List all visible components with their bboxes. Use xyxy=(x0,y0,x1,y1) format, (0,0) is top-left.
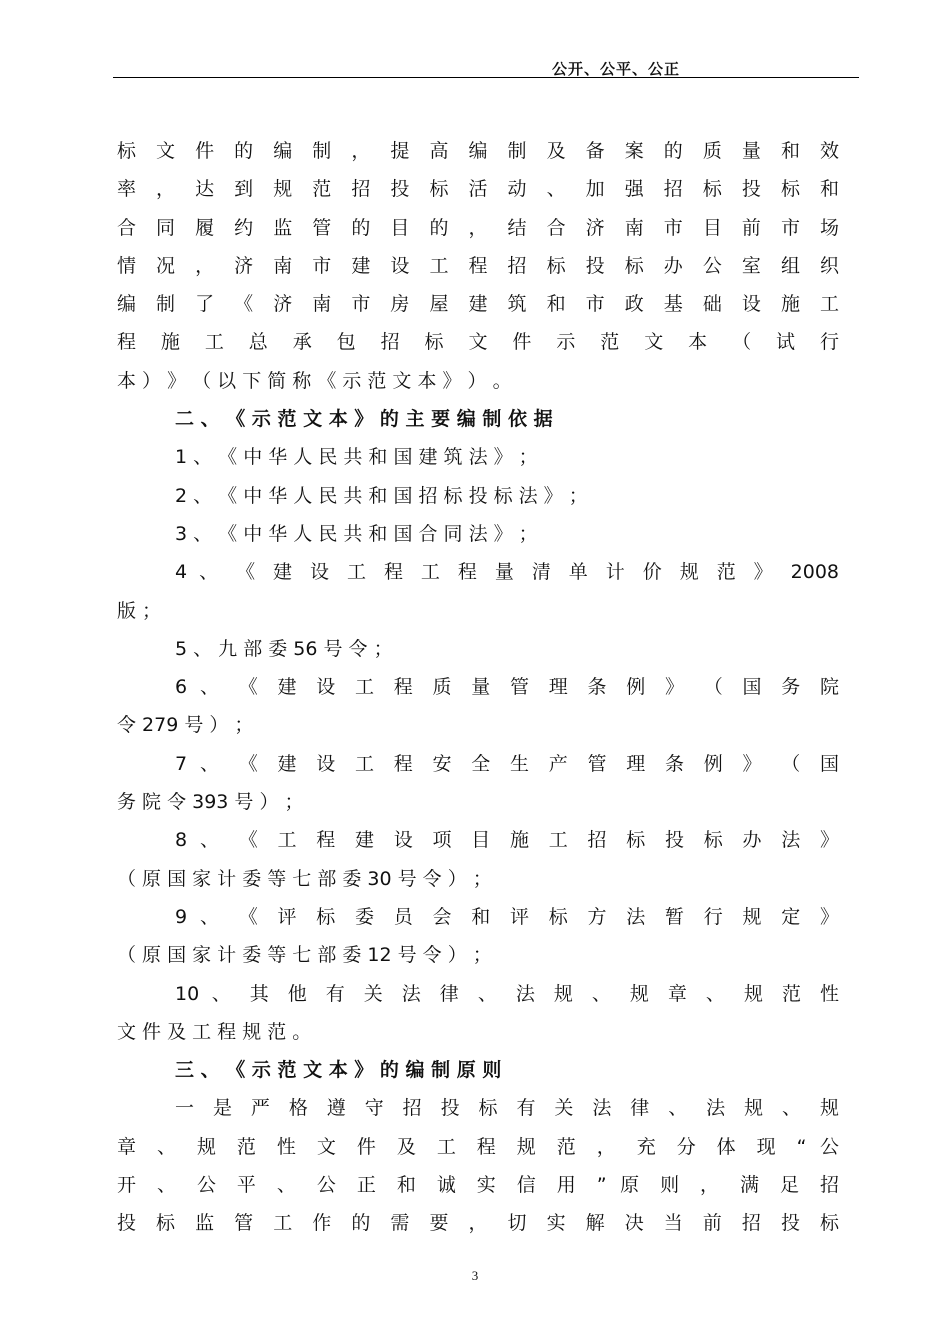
document-body xyxy=(117,132,839,1243)
body-text-line: （ 原 国 家 计 委 等 七 部 委 12 号 令 ） ； xyxy=(117,944,492,967)
body-text-line: 章 、 规 范 性 文 件 及 工 程 规 范 ， 充 分 体 现 “ 公 xyxy=(117,1135,839,1158)
body-text-line: 率 ， 达 到 规 范 招 投 标 活 动 、 加 强 招 标 投 标 和 xyxy=(117,178,839,201)
body-text-line: 务 院 令 393 号 ） ； xyxy=(117,791,304,814)
body-text-line: 开 、 公 平 、 公 正 和 诚 实 信 用 ” 原 则 ， 满 足 招 xyxy=(117,1174,839,1197)
body-text-line: 文 件 及 工 程 规 范 。 xyxy=(117,1020,312,1043)
body-text-line: 版 ； xyxy=(117,599,162,622)
body-text-line: 10 、 其 他 有 关 法 律 、 法 规 、 规 章 、 规 范 性 xyxy=(175,982,839,1005)
body-text-line: 标 文 件 的 编 制 ， 提 高 编 制 及 备 案 的 质 量 和 效 xyxy=(117,140,839,162)
body-text-line: 8 、 《 工 程 建 设 项 目 施 工 招 标 投 标 办 法 》 xyxy=(175,829,839,852)
body-text-line: 合 同 履 约 监 管 的 目 的 ， 结 合 济 南 市 目 前 市 场 xyxy=(117,216,839,239)
body-text-line: 7 、 《 建 设 工 程 安 全 生 产 管 理 条 例 》 （ 国 xyxy=(175,752,839,775)
body-text-line: 9 、 《 评 标 委 员 会 和 评 标 方 法 暂 行 规 定 》 xyxy=(175,905,839,928)
body-text-line: 1 、 《 中 华 人 民 共 和 国 建 筑 法 》 ； xyxy=(175,446,538,469)
running-header: 公开、公平、公正 xyxy=(552,60,681,78)
page-number: 3 xyxy=(471,1268,479,1283)
body-text-line: 本 ） 》 （ 以 下 简 称 《 示 范 文 本 》 ） 。 xyxy=(117,369,512,392)
section-heading: 二 、 《 示 范 文 本 》 的 主 要 编 制 依 据 xyxy=(175,408,553,431)
body-text-line: 6 、 《 建 设 工 程 质 量 管 理 条 例 》 （ 国 务 院 xyxy=(175,676,839,699)
body-text-line: 投 标 监 管 工 作 的 需 要 ， 切 实 解 决 当 前 招 投 标 xyxy=(117,1212,839,1235)
section-heading: 三 、 《 示 范 文 本 》 的 编 制 原 则 xyxy=(175,1059,502,1082)
body-text-line: 4 、 《 建 设 工 程 工 程 量 清 单 计 价 规 范 》 2008 xyxy=(175,561,839,584)
body-text-line: 3 、 《 中 华 人 民 共 和 国 合 同 法 》 ； xyxy=(175,522,538,545)
body-text-line: 情 况 ， 济 南 市 建 设 工 程 招 标 投 标 办 公 室 组 织 xyxy=(117,254,839,277)
body-text-line: 程 施 工 总 承 包 招 标 文 件 示 范 文 本 （ 试 行 xyxy=(117,331,839,354)
body-text-line: （ 原 国 家 计 委 等 七 部 委 30 号 令 ） ； xyxy=(117,867,492,890)
body-text-line: 一 是 严 格 遵 守 招 投 标 有 关 法 律 、 法 规 、 规 xyxy=(175,1097,839,1120)
body-text-line: 编 制 了 《 济 南 市 房 屋 建 筑 和 市 政 基 础 设 施 工 xyxy=(117,293,839,316)
header-rule xyxy=(113,77,859,78)
body-text-line: 5 、 九 部 委 56 号 令 ； xyxy=(175,637,393,660)
body-text-line: 令 279 号 ） ； xyxy=(117,714,254,737)
body-text-line: 2 、 《 中 华 人 民 共 和 国 招 标 投 标 法 》 ； xyxy=(175,484,588,507)
